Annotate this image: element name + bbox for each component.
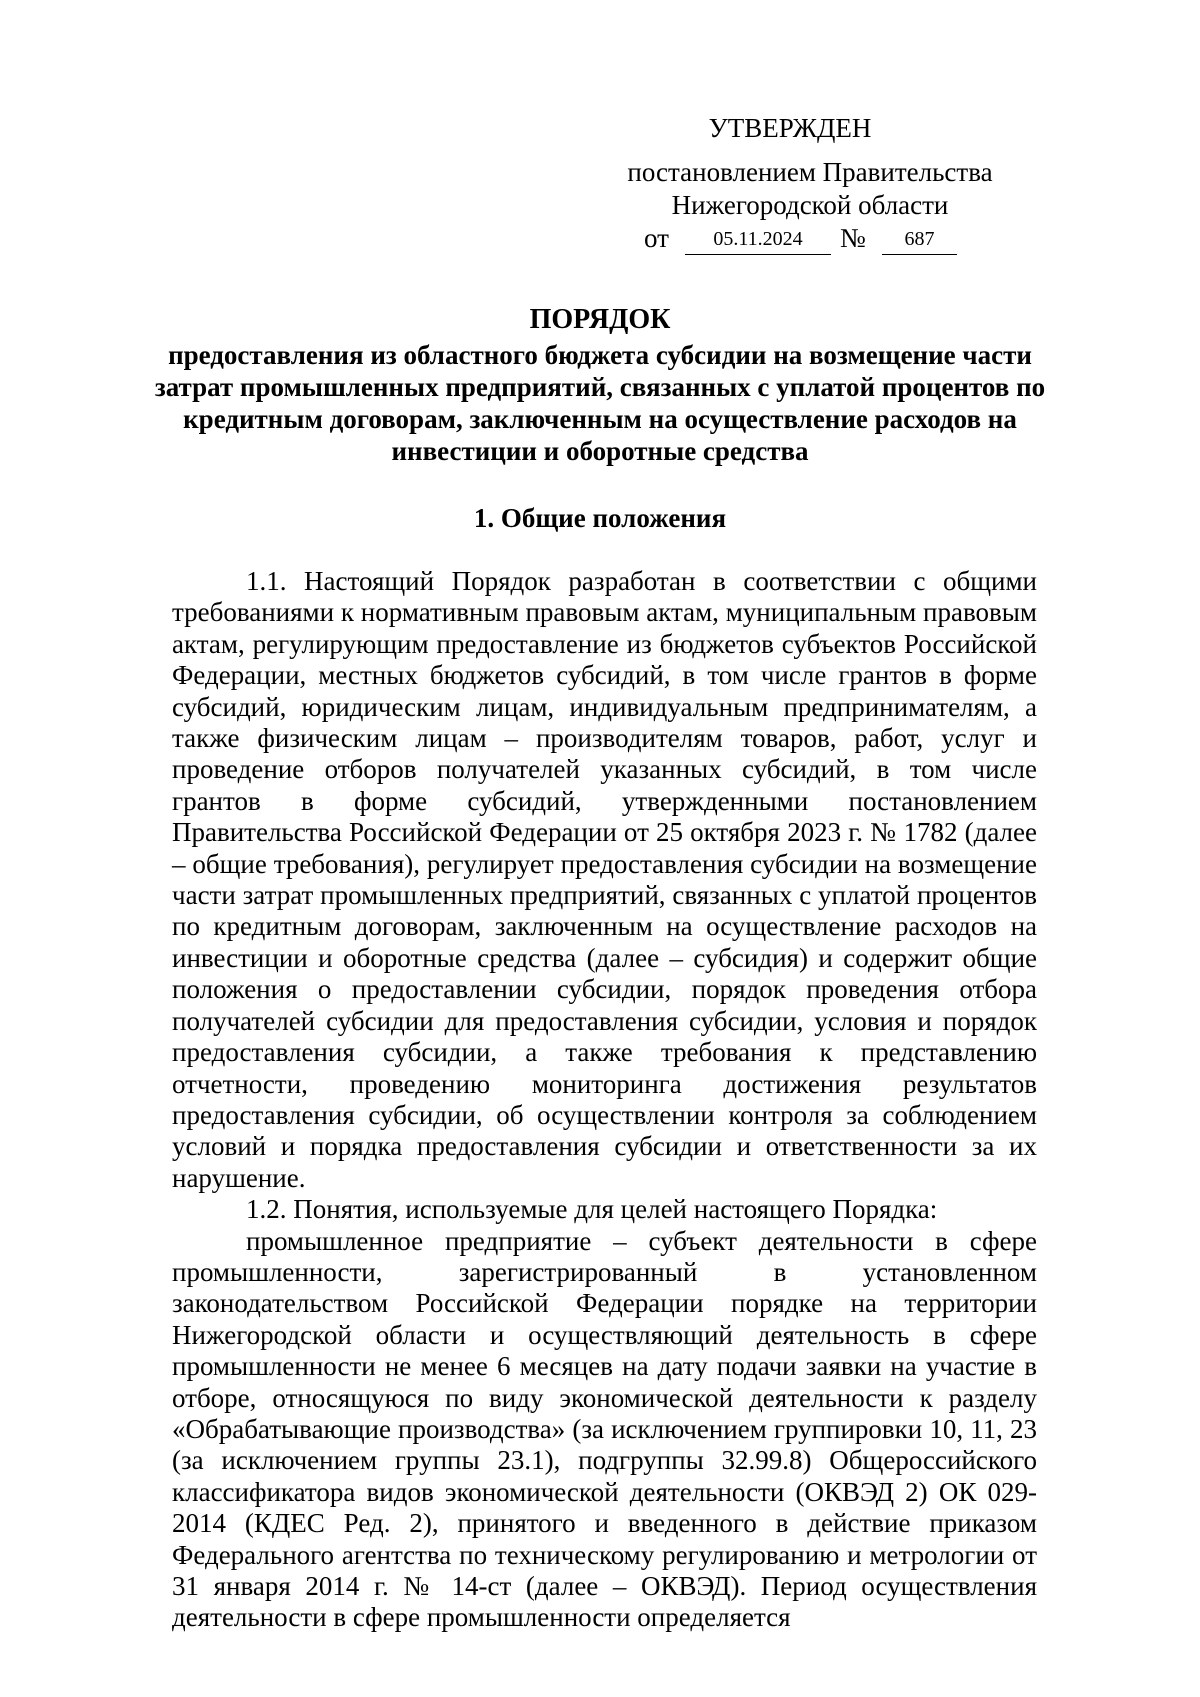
approval-line-1: постановлением Правительства: [627, 157, 993, 187]
from-label: от: [644, 223, 669, 253]
approved-label: УТВЕРЖДЕН: [708, 113, 872, 143]
number-sign: №: [840, 223, 866, 253]
paragraph-1-1: 1.1. Настоящий Порядок разработан в соответствии с общими требованиями к нормативным правовым актам, муниципальным правовым актам, регулирующим предоставление из бюджетов субъектов Российской Федерации, местных бюджетов субсидий, в том числе грантов в форме субсидий, юридическим лицам, индивидуальным предпринимателям, а также физическим лицам – производителям товаров, работ, услуг и проведение отборов получателей указанных субсидий, в том числе грантов в форме субсидий, утвержденными постановлением Правительства Российской Федерации от 25 октября 2023 г. № 1782 (далее – общие требования), регулирует предоставления субсидии на возмещение части затрат промышленных предприятий, связанных с уплатой процентов по кредитным договорам, заключенным на осуществление расходов на инвестиции и оборотные средства (далее – субсидия) и содержит общие положения о предоставлении субсидии, порядок проведения отбора получателей субсидии для предоставления субсидии, условия и порядок предоставления субсидии, а также требования к представлению отчетности, проведению мониторинга достижения результатов предоставления субсидии, об осуществлении контроля за соблюдением условий и порядка предоставления субсидии и ответственности за их нарушение.: [172, 566, 1037, 1193]
approval-date-line: [600, 222, 1020, 258]
document-title: ПОРЯДОК: [529, 304, 671, 335]
document-title-block: [150, 304, 1050, 467]
approval-block: [600, 112, 1020, 258]
section-heading: 1. Общие положения: [473, 503, 727, 533]
paragraph-definition: промышленное предприятие – субъект деятельности в сфере промышленности, зарегистрированный в установленном законодательством Российской Федерации порядке на территории Нижегородской области и осуществляющий деятельность в сфере промышленности не менее 6 месяцев на дату подачи заявки на участие в отборе, относящуюся по виду экономической деятельности к разделу «Обрабатывающие производства» (за исключением группировки 10, 11, 23 (за исключением группы 23.1), подгруппы 32.99.8) Общероссийского классификатора видов экономической деятельности (ОКВЭД 2) ОК 029-2014 (КДЕС Ред. 2), принятого и введенного в действие приказом Федерального агентства по техническому регулированию и метрологии от 31 января 2014 г. № 14-ст (далее – ОКВЭД). Период осуществления деятельности в сфере промышленности определяется: [172, 1225, 1037, 1633]
paragraph-1-2: 1.2. Понятия, используемые для целей настоящего Порядка:: [246, 1194, 938, 1225]
document-body: [172, 566, 1037, 1634]
approval-line-2: Нижегородской области: [671, 190, 949, 220]
approval-number: 687: [882, 228, 957, 255]
approval-date: 05.11.2024: [685, 228, 831, 255]
document-subtitle: предоставления из областного бюджета субсидии на возмещение части затрат промышленных предприятий, связанных с уплатой процентов по кредитным договорам, заключенным на осуществление расходов на инвестиции и оборотные средства: [154, 340, 1046, 466]
